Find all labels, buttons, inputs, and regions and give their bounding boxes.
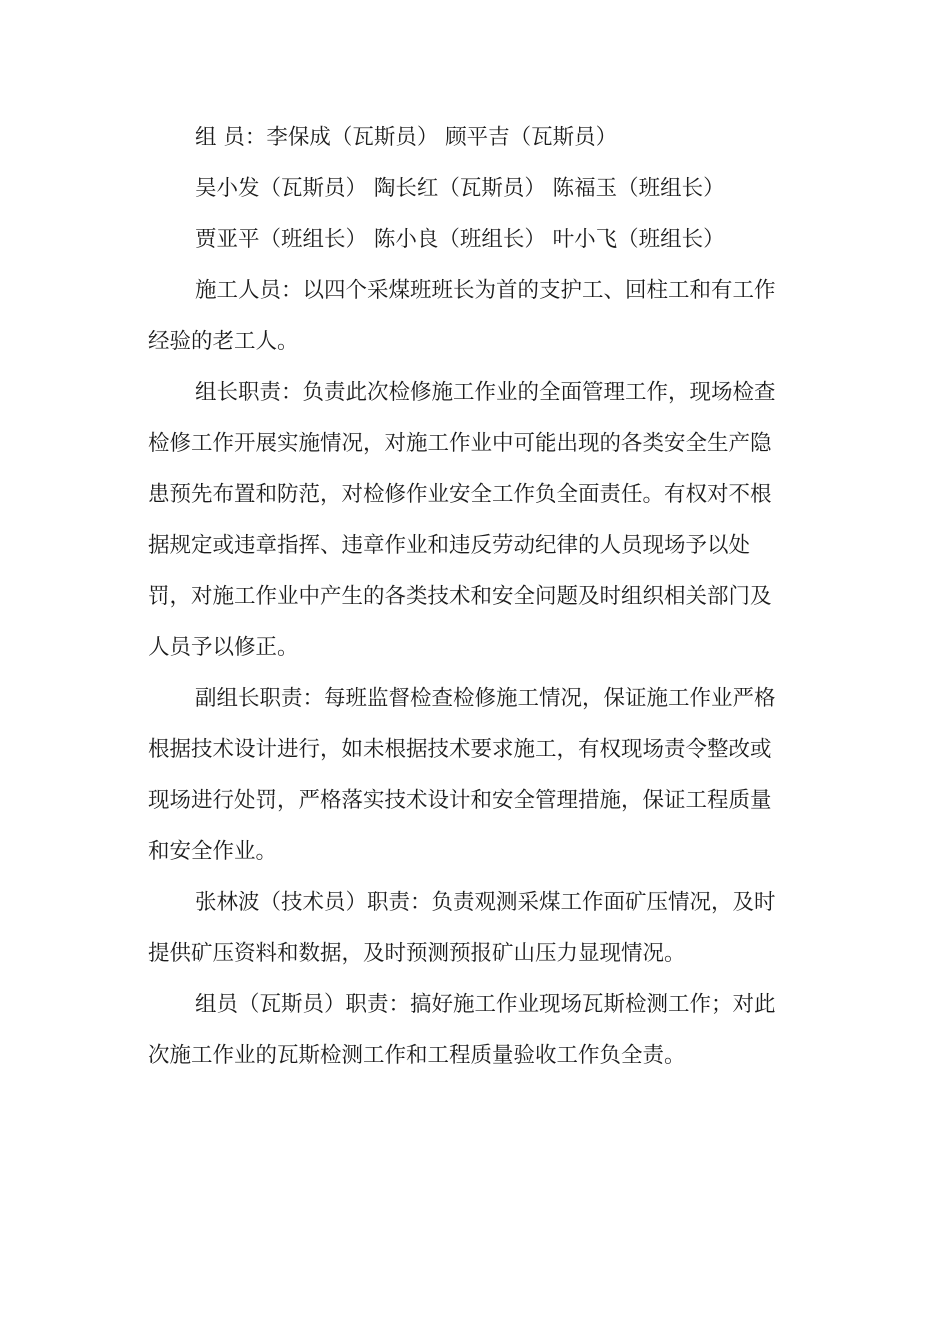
text-line: 经验的老工人。 [148,329,299,354]
text-line: 副组长职责：每班监督检查检修施工情况，保证施工作业严格 [195,686,776,711]
paragraph-team-members-1 [148,112,804,163]
document-body [148,112,804,1081]
paragraph-leader-duties [148,367,804,673]
text-line: 张林波（技术员）职责：负责观测采煤工作面矿压情况，及时 [195,890,776,915]
text-line: 吴小发（瓦斯员） 陶长红（瓦斯员） 陈福玉（班组长） [195,176,725,201]
text-line: 患预先布置和防范，对检修作业安全工作负全面责任。有权对不根 [148,482,772,507]
text-line: 检修工作开展实施情况，对施工作业中可能出现的各类安全生产隐 [148,431,772,456]
text-line: 据规定或违章指挥、违章作业和违反劳动纪律的人员现场予以处 [148,533,751,558]
text-line: 次施工作业的瓦斯检测工作和工程质量验收工作负全责。 [148,1043,686,1068]
text-line: 组 员：李保成（瓦斯员） 顾平吉（瓦斯员） [195,125,618,150]
text-line: 和安全作业。 [148,839,278,864]
paragraph-deputy-leader-duties [148,673,804,877]
text-line: 提供矿压资料和数据，及时预测预报矿山压力显现情况。 [148,941,686,966]
text-line: 施工人员：以四个采煤班班长为首的支护工、回柱工和有工作 [195,278,776,303]
text-line: 根据技术设计进行，如未根据技术要求施工，有权现场责令整改或 [148,737,772,762]
paragraph-team-members-2 [148,163,804,214]
text-line: 罚，对施工作业中产生的各类技术和安全问题及时组织相关部门及 [148,584,772,609]
paragraph-team-members-3 [148,214,804,265]
text-line: 组员（瓦斯员）职责：搞好施工作业现场瓦斯检测工作；对此 [195,992,776,1017]
text-line: 贾亚平（班组长） 陈小良（班组长） 叶小飞（班组长） [195,227,725,252]
text-line: 组长职责：负责此次检修施工作业的全面管理工作，现场检查 [195,380,776,405]
paragraph-gas-inspector-duties [148,979,804,1081]
text-line: 现场进行处罚，严格落实技术设计和安全管理措施，保证工程质量 [148,788,772,813]
paragraph-technician-duties [148,877,804,979]
paragraph-construction-staff [148,265,804,367]
text-line: 人员予以修正。 [148,635,299,660]
